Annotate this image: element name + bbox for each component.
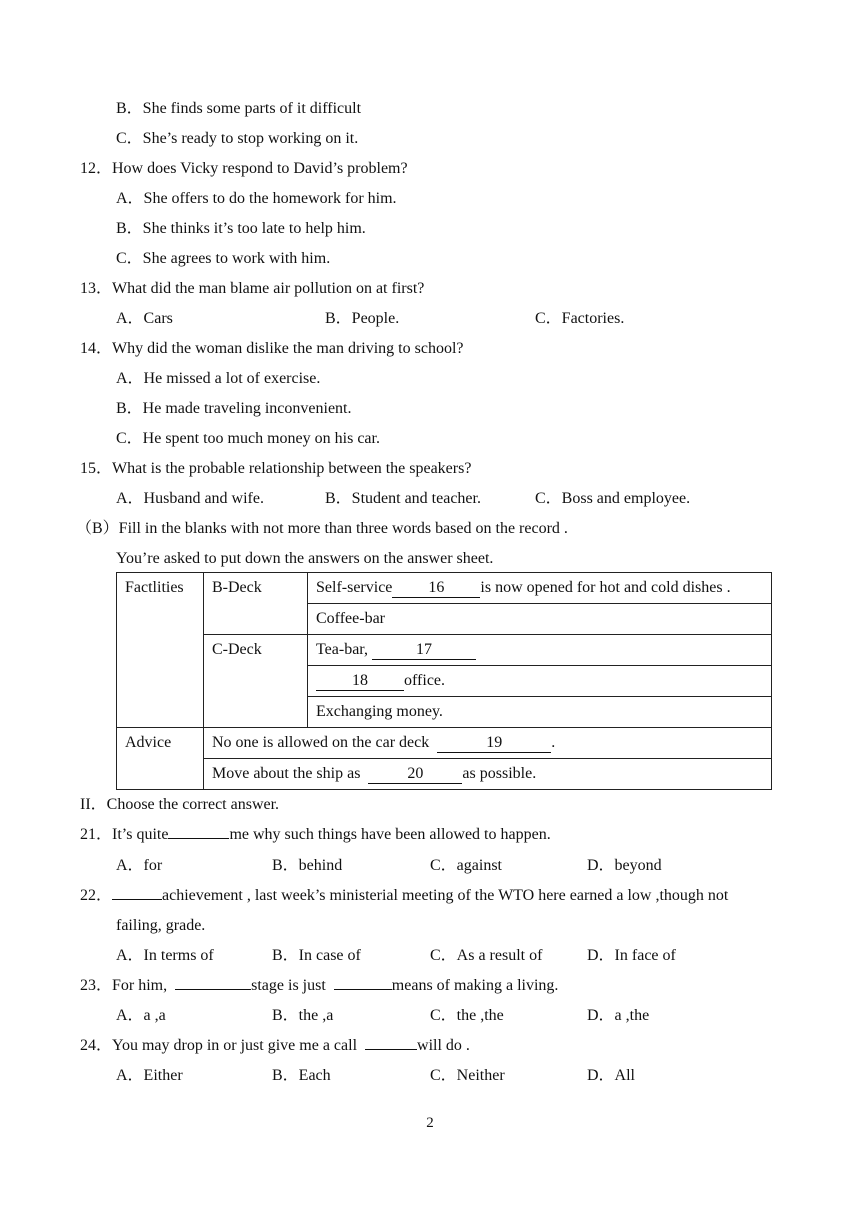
q15-stem: 15．What is the probable relationship between the speakers?: [80, 460, 472, 477]
row-exchanging: Exchanging money.: [308, 697, 772, 728]
q23-mid: stage is just: [251, 977, 326, 994]
q11-option-b: B．She finds some parts of it difficult: [116, 100, 362, 117]
facilities-table: [116, 572, 772, 790]
q13-option-b: B．People.: [325, 310, 400, 327]
q11-option-c: C．She’s ready to stop working on it.: [116, 130, 359, 147]
row7-post: as possible.: [462, 765, 537, 782]
q21-option-b: B．behind: [272, 857, 343, 874]
q21-option-c: C．against: [430, 857, 502, 874]
q23-option-c: C．the ,the: [430, 1007, 504, 1024]
q12-stem: 12．How does Vicky respond to David’s problem?: [80, 160, 408, 177]
q15-option-a: A．Husband and wife.: [116, 490, 264, 507]
row-tea-bar: [308, 635, 772, 666]
q24-post: will do .: [417, 1037, 470, 1054]
q23-post: means of making a living.: [391, 977, 559, 994]
q24-option-b: B．Each: [272, 1067, 331, 1084]
q22-option-d: D．In face of: [587, 947, 676, 964]
q12-option-b: B．She thinks it’s too late to help him.: [116, 220, 366, 237]
q23-pre: 23．For him,: [80, 977, 168, 994]
q21-blank: [168, 838, 229, 839]
q12-option-a: A．She offers to do the homework for him.: [116, 190, 397, 207]
q14-stem: 14．Why did the woman dislike the man driving to school?: [80, 340, 464, 357]
blank-17: 17: [372, 641, 476, 660]
section-2-heading: II．Choose the correct answer.: [80, 796, 280, 813]
q21-post: me why such things have been allowed to happen.: [229, 826, 551, 843]
row6-post: .: [551, 734, 556, 751]
c-deck-cell: C-Deck: [204, 635, 308, 728]
q23-option-a: A．a ,a: [116, 1007, 166, 1024]
row-self-service: [308, 573, 772, 604]
q15-option-c: C．Boss and employee.: [535, 490, 691, 507]
q21-option-a: A．for: [116, 857, 163, 874]
row-coffee-bar: Coffee-bar: [308, 604, 772, 635]
q22-post: achievement , last week’s ministerial meeting of the WTO here earned a low ,though not: [162, 887, 729, 904]
q23-option-b: B．the ,a: [272, 1007, 334, 1024]
q24-pre: 24．You may drop in or just give me a call: [80, 1037, 358, 1054]
row1-post: is now opened for hot and cold dishes .: [480, 579, 731, 596]
q24-option-a: A．Either: [116, 1067, 183, 1084]
q22-stem-cont: failing, grade.: [116, 917, 206, 934]
q23-option-d: D．a ,the: [587, 1007, 650, 1024]
q23-stem: [80, 976, 558, 996]
q13-option-a: A．Cars: [116, 310, 173, 327]
q22-pre: 22．: [80, 887, 113, 904]
q21-option-d: D．beyond: [587, 857, 662, 874]
q22-option-a: A．In terms of: [116, 947, 214, 964]
q22-option-b: B．In case of: [272, 947, 361, 964]
q14-option-a: A．He missed a lot of exercise.: [116, 370, 321, 387]
blank-16: 16: [392, 579, 480, 598]
section-b-heading: （B）Fill in the blanks with not more than three words based on the record .: [76, 520, 568, 537]
row-move-about: [204, 759, 772, 790]
b-deck-cell: B-Deck: [204, 573, 308, 635]
row6-text: No one is allowed on the car deck: [212, 734, 430, 751]
q15-option-b: B．Student and teacher.: [325, 490, 481, 507]
q21-stem: [80, 825, 551, 845]
advice-cell: Advice: [117, 728, 204, 790]
section-b-instruction: You’re asked to put down the answers on the answer sheet.: [116, 550, 494, 567]
q24-option-c: C．Neither: [430, 1067, 505, 1084]
q22-blank: [112, 899, 162, 900]
q22-stem: [80, 886, 728, 906]
row-car-deck: [204, 728, 772, 759]
facilities-cell: Factlities: [117, 573, 204, 728]
q13-option-c: C．Factories.: [535, 310, 625, 327]
row-office: [308, 666, 772, 697]
q24-stem: [80, 1036, 470, 1056]
row3-text: Tea-bar,: [316, 641, 368, 658]
row1-text: Self-service: [316, 579, 393, 596]
q23-blank-2: [334, 989, 392, 990]
q14-option-c: C．He spent too much money on his car.: [116, 430, 380, 447]
q24-blank: [365, 1049, 417, 1050]
q24-option-d: D．All: [587, 1067, 636, 1084]
q14-option-b: B．He made traveling inconvenient.: [116, 400, 352, 417]
blank-19: 19: [437, 734, 551, 753]
page-number: 2: [426, 1115, 434, 1131]
q12-option-c: C．She agrees to work with him.: [116, 250, 331, 267]
q22-option-c: C．As a result of: [430, 947, 543, 964]
row4-post: office.: [404, 672, 446, 689]
blank-20: 20: [368, 765, 462, 784]
q13-stem: 13．What did the man blame air pollution on at first?: [80, 280, 425, 297]
blank-18: 18: [316, 672, 404, 691]
row7-text: Move about the ship as: [212, 765, 361, 782]
q23-blank-1: [175, 989, 251, 990]
q21-pre: 21．It’s quite: [80, 826, 169, 843]
